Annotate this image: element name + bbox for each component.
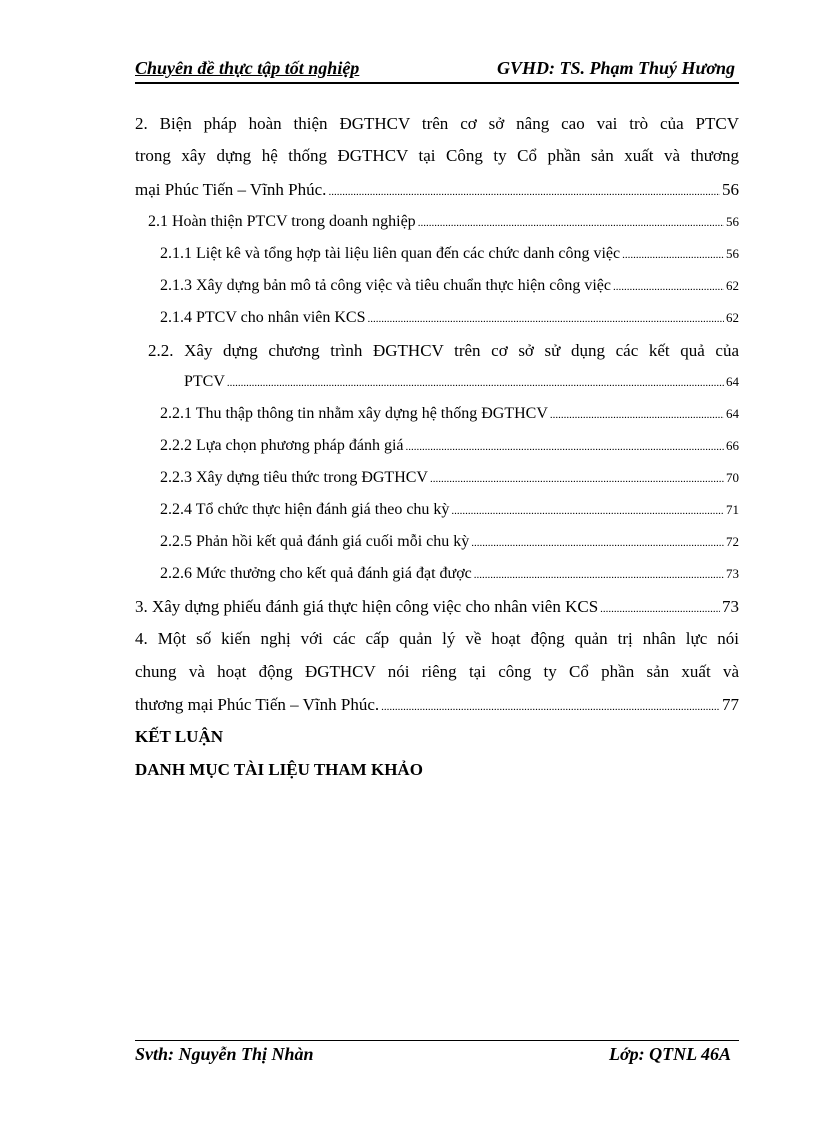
toc-page-number: 73 [726,566,739,581]
toc-entry-title: 2.1.1 Liệt kê và tổng hợp tài liệu liên quan đến các chức danh công việc [160,245,621,262]
toc-leader-dots [227,377,724,389]
toc-entry-title: 2.2.3 Xây dựng tiêu thức trong ĐGTHCV [160,469,428,486]
toc-entry-2-2-5 [160,533,739,551]
toc-leader-dots [471,537,724,549]
toc-page-number: 56 [726,214,739,229]
toc-entry-title: 2.2.6 Mức thưởng cho kết quả đánh giá đạt được [160,565,472,582]
toc-entry-2-2-4 [160,501,739,519]
toc-entry-2-1-4 [160,309,739,327]
toc-page-number: 77 [722,695,739,714]
toc-section-4-line1: 4. Một số kiến nghị với các cấp quản lý về hoạt động quản trị nhân lực nói [135,629,739,648]
toc-leader-dots [474,569,724,581]
toc-leader-dots [600,603,720,615]
toc-entry-title: thương mại Phúc Tiến – Vĩnh Phúc. [135,695,380,714]
toc-leader-dots [430,473,724,485]
toc-page-number: 62 [726,310,739,325]
footer-student: Svth: Nguyễn Thị Nhàn [135,1044,314,1064]
toc-entry-2-1 [148,213,739,231]
toc-leader-dots [451,505,724,517]
toc-conclusion: KẾT LUẬN [135,727,224,746]
toc-page-number: 73 [722,597,739,616]
header-title: Chuyên đề thực tập tốt nghiệp [135,58,360,78]
toc-entry-title: 2.2.5 Phản hồi kết quả đánh giá cuối mỗi chu kỳ [160,533,470,550]
toc-entry-2-2-3 [160,469,739,487]
toc-section-2-line2: trong xây dựng hệ thống ĐGTHCV tại Công ty Cổ phần sản xuất và thương [135,146,739,165]
toc-section-2-line3 [135,180,739,200]
toc-entry-2-1-1 [160,245,739,263]
toc-page-number: 56 [722,180,739,199]
toc-leader-dots [418,217,724,229]
toc-entry-title: PTCV [184,373,225,390]
toc-entry-2-1-3 [160,277,739,295]
toc-leader-dots [381,701,720,713]
toc-page-number: 64 [726,406,739,421]
toc-entry-title: mại Phúc Tiến – Vĩnh Phúc. [135,180,327,199]
toc-entry-title: 2.2.4 Tổ chức thực hiện đánh giá theo chu kỳ [160,501,450,518]
toc-section-4-line3 [135,695,739,715]
toc-page-number: 71 [726,502,739,517]
toc-page-number: 72 [726,534,739,549]
toc-leader-dots [550,409,724,421]
toc-entry-2-2-6 [160,565,739,583]
toc-page-number: 70 [726,470,739,485]
toc-leader-dots [613,281,724,293]
toc-entry-title: 2.1.3 Xây dựng bản mô tả công việc và tiêu chuẩn thực hiện công việc [160,277,611,294]
toc-page-number: 62 [726,278,739,293]
toc-entry-title: 3. Xây dựng phiếu đánh giá thực hiện công việc cho nhân viên KCS [135,597,599,616]
toc-page-number: 64 [726,374,739,389]
toc-section-2-line1: 2. Biện pháp hoàn thiện ĐGTHCV trên cơ sở nâng cao vai trò của PTCV [135,114,739,133]
toc-references: DANH MỤC TÀI LIỆU THAM KHẢO [135,760,423,779]
toc-leader-dots [406,441,724,453]
header-supervisor: GVHD: TS. Phạm Thuý Hương [497,58,735,78]
toc-leader-dots [328,186,720,198]
toc-entry-title: 2.2.2 Lựa chọn phương pháp đánh giá [160,437,404,454]
toc-entry-title: 2.1.4 PTCV cho nhân viên KCS [160,309,366,326]
footer-class: Lớp: QTNL 46A [609,1044,731,1064]
toc-entry-2-2-1 [160,405,739,423]
toc-section-4-line2: chung và hoạt động ĐGTHCV nói riêng tại công ty Cổ phần sản xuất và [135,662,739,681]
toc-page-number: 56 [726,246,739,261]
toc-entry-2-2-2 [160,437,739,455]
toc-page-number: 66 [726,438,739,453]
page-footer [135,1040,739,1069]
toc-entry-2-2-line1: 2.2. Xây dựng chương trình ĐGTHCV trên cơ sở sử dụng các kết quả của [148,341,739,360]
toc-entry-title: 2.2.1 Thu thập thông tin nhằm xây dựng hệ thống ĐGTHCV [160,405,548,422]
toc-section-3 [135,597,739,617]
toc-leader-dots [622,249,724,261]
page-header [135,58,739,84]
toc-leader-dots [367,313,724,325]
toc-entry-2-2-line2 [184,373,739,391]
toc-entry-title: 2.1 Hoàn thiện PTCV trong doanh nghiệp [148,213,416,230]
